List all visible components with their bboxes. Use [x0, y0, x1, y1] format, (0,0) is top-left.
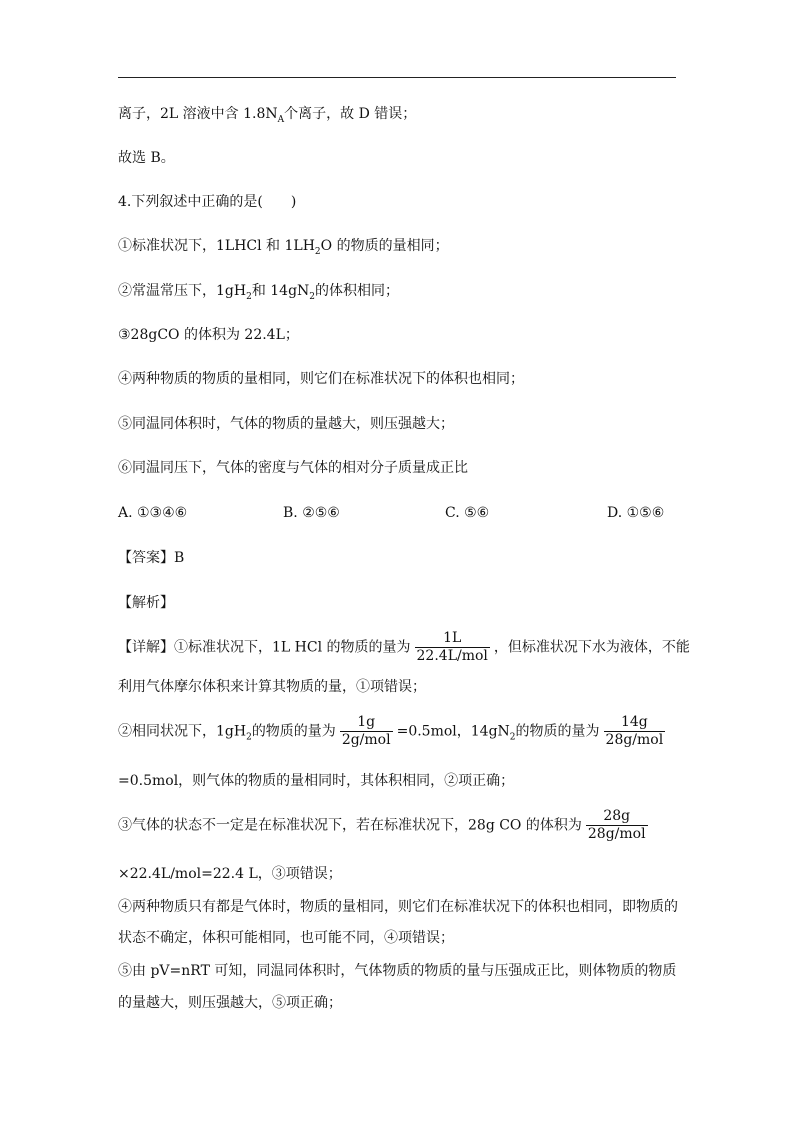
denominator: 22.4L/mol	[416, 648, 488, 664]
subscript: 2	[246, 291, 252, 302]
detail-line-1	[118, 630, 690, 665]
detail-line-8: 状态不确定，体积可能相同，也可能不同，④项错误；	[118, 930, 454, 946]
subscript: 2	[309, 291, 316, 302]
detail-line-2: 利用气体摩尔体积来计算其物质的量，①项错误；	[118, 679, 426, 695]
detail-line-7: ④两种物质只有都是气体时，物质的量相同，则它们在标准状况下的体积也相同，即物质的	[118, 899, 678, 915]
text-segment: 的物质的量为	[515, 723, 600, 740]
text-segment: O 的物质的量相同；	[320, 238, 449, 254]
text-segment: 个离子，故 D 错误；	[284, 106, 417, 122]
detail-line-3	[118, 714, 669, 749]
question-title: 4.下列叙述中正确的是( )	[118, 194, 297, 210]
subscript: A	[277, 114, 285, 125]
numerator: 1L	[443, 630, 462, 646]
text-segment: ②常温常压下，1gH	[118, 283, 247, 299]
detail-line-5	[118, 808, 652, 843]
fraction	[586, 808, 648, 843]
numerator: 1g	[357, 714, 376, 730]
answer: 【答案】B	[118, 550, 185, 566]
text-segment: ①标准状况下，1LHCl 和 1LH	[118, 238, 315, 254]
text-segment: ③气体的状态不一定是在标准状况下，若在标准状况下，28g CO 的体积为	[118, 817, 582, 834]
detail-line-6: ×22.4L/mol=22.4 L，③项错误；	[118, 866, 342, 882]
subscript: 2	[509, 732, 516, 743]
text-segment: ，但标准状况下水为液体，不能	[493, 639, 690, 656]
statement-6: ⑥同温同压下，气体的密度与气体的相对分子质量成正比	[118, 460, 468, 476]
denominator: 28g/mol	[587, 826, 646, 842]
text-segment: 离子，2L 溶液中含 1.8N	[118, 106, 278, 122]
denominator: 28g/mol	[605, 732, 664, 748]
option-c: C. ⑤⑥	[445, 505, 490, 521]
statement-4: ④两种物质的物质的量相同，则它们在标准状况下的体积也相同；	[118, 371, 524, 387]
subscript: 2	[246, 732, 252, 743]
option-d: D. ①⑤⑥	[607, 505, 665, 521]
detail-line-9: ⑤由 pV=nRT 可知，同温同体积时，气体物质的物质的量与压强成正比，则体物质的物质	[118, 963, 677, 979]
statement-1	[118, 236, 449, 262]
statement-5: ⑤同温同体积时，气体的物质的量越大，则压强越大；	[118, 416, 454, 432]
text-segment: 的物质的量为	[251, 723, 336, 740]
detail-line-4: =0.5mol，则气体的物质的量相同时，其体积相同，②项正确；	[118, 773, 515, 789]
denominator: 2g/mol	[341, 732, 391, 748]
subscript: 2	[314, 246, 321, 257]
statement-3: ③28gCO 的体积为 22.4L；	[118, 327, 299, 343]
fraction	[340, 714, 393, 749]
text-segment: 的体积相同；	[315, 283, 400, 299]
detail-line-10: 的量越大，则压强越大，⑤项正确；	[118, 995, 342, 1011]
text-segment: ②相同状况下，1gH	[118, 723, 247, 740]
text-line	[118, 104, 416, 130]
text-segment: 【详解】①标准状况下，1L HCl 的物质的量为	[118, 639, 411, 656]
header-rule	[118, 77, 676, 78]
fraction	[604, 714, 666, 749]
text-segment: =0.5mol，14gN	[396, 723, 510, 740]
statement-2	[118, 281, 399, 307]
option-b: B. ②⑤⑥	[283, 505, 340, 521]
option-a: A. ①③④⑥	[118, 505, 188, 521]
analysis-title: 【解析】	[118, 595, 174, 611]
conclusion-line: 故选 B。	[118, 150, 175, 166]
text-segment: 和 14gN	[251, 283, 310, 299]
numerator: 28g	[603, 808, 631, 824]
numerator: 14g	[620, 714, 648, 730]
fraction	[415, 630, 490, 665]
